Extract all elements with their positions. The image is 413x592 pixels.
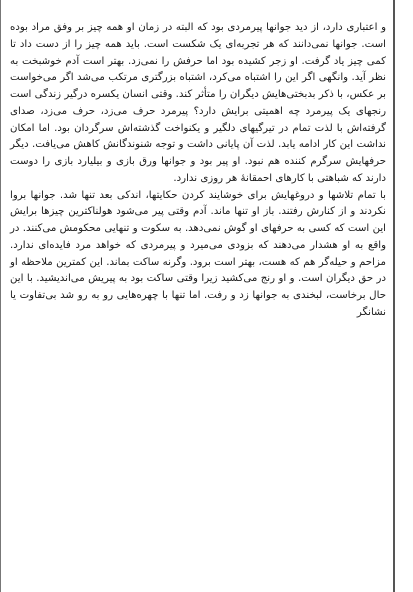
paragraph-2: با تمام تلاشها و دروغهایش برای خوشایند کردن حکایتها، اندکی بعد تنها شد. جوانها بروا نکردند و از کنارش رفتند. باز او تنها ماند. آدم وقتی پیر می‌شود هولناکترین چیزها برایش این است که کسی به حرفهای او گوش نمی‌دهد. به سکوت و تنهایی محکومش می‌کنند. در واقع به او هشدار می‌دهند که بزودی می‌میرد و پیرمردی که خواهد مرد فایده‌ای ندارد. مزاحم و حیله‌گر هم که هست، بهتر است برود. وگرنه ساکت بماند. این کمترین ملاحظه او در حق دیگران است. و او رنج می‌کشید زیرا وقتی ساکت بود به پیریش می‌اندیشید. با این حال برخاست، لبخندی به جوانها زد و رفت. اما تنها با چهره‌هایی رو به رو شد بی‌تفاوت یا نشانگر <box>10 189 386 318</box>
paragraph-1: و اعتباری دارد، از دید جوانها پیرمردی بود که البته در زمان او همه چیز بر وفق مراد بوده است. جوانها نمی‌دانند که هر تجربه‌ای یک شکست است. باید همه چیز را از دست داد تا کمی چیز یاد گرفت. او زجر کشیده بود اما حرفش را نمی‌زد. بهتر است آدم خوشبخت به نظر آید. وانگهی اگر این را اشتباه می‌کرد، اشتباه بزرگتری مرتکب می‌شد اگر می‌خواست بر عکس، با ذکر بدبختی‌هایش دیگران را متأثر کند. وقتی انسان یکسره درگیر زندگی است رنجهای یک پیرمرد چه اهمیتی برایش دارد؟ پیرمرد حرف می‌زد، حرف می‌زد، صدای گرفته‌اش با لذت تمام در تیرگیهای دلگیر و یکنواخت گذشته‌اش سرگردان بود. اما امکان نداشت این کار ادامه یابد. لذت آن پایانی داشت و توجه شنوندگانش کاهش می‌یافت. دیگر حرفهایش سرگرم کننده هم نبود. او پیر بود و جوانها ورق بازی و بیلیارد بازی را دوست دارند که شباهتی با کارهای احمقانهٔ هر روزی ندارد. <box>10 22 386 184</box>
page-left-edge <box>0 0 1 592</box>
page-body-text <box>10 20 386 322</box>
page-margin <box>395 0 413 592</box>
